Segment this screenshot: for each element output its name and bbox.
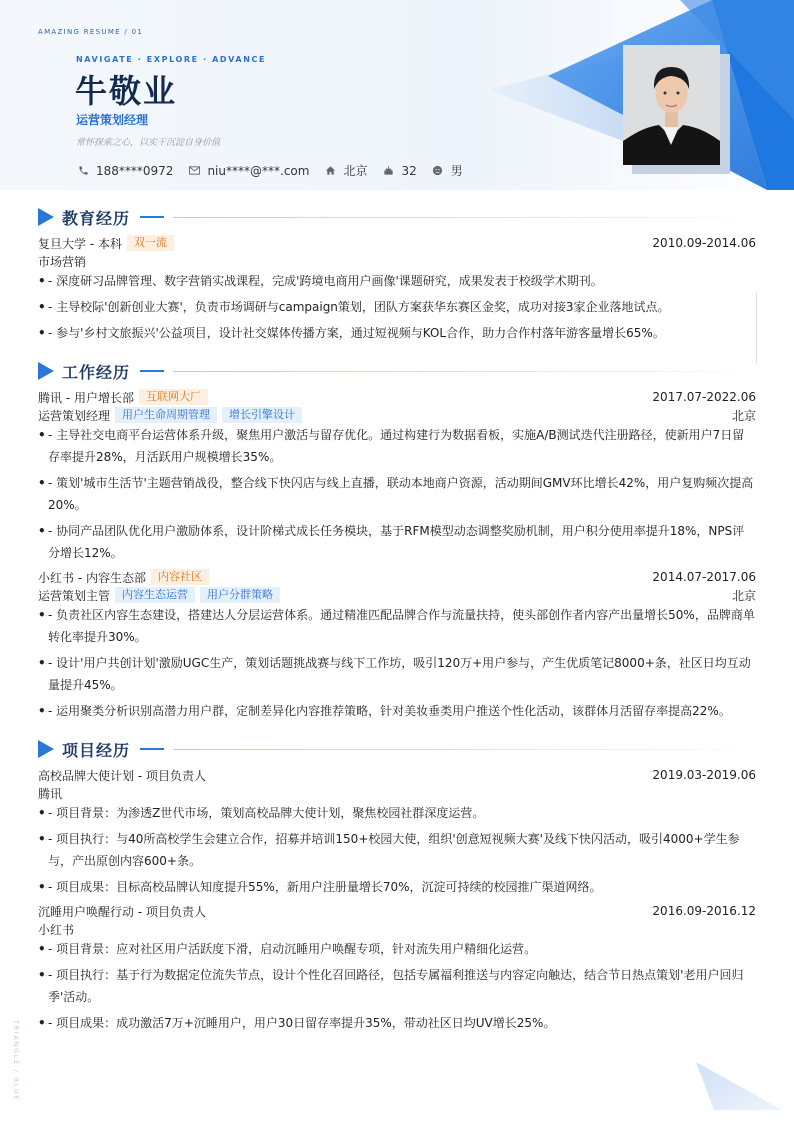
section-title: 项目经历 [62, 740, 131, 760]
list-item: • - 项目执行：与40所高校学生会建立合作，招募并培训150+校园大使，组织'创意短视频大赛'及线下快闪活动，吸引4000+学生参与，产出原创内容600+条。 [38, 828, 756, 872]
project-org: 小红书 [38, 922, 75, 937]
section-divider [173, 217, 756, 218]
section-dash [140, 216, 164, 218]
brand-label: AMAZING RESUME / 01 [38, 28, 144, 36]
section-title: 教育经历 [62, 208, 131, 228]
education-major-row [38, 253, 756, 269]
education-bullets [38, 270, 756, 348]
contact-age-text: 32 [401, 163, 417, 178]
list-item: • - 负责社区内容生态建设，搭建达人分层运营体系。通过精准匹配品牌合作与流量扶持，使头部创作者内容产出量增长50%，品牌商单转化率提升30%。 [38, 604, 756, 648]
contact-email [187, 164, 309, 178]
company-tag: 互联网大厂 [139, 389, 208, 405]
contact-age [381, 164, 416, 178]
section-divider [173, 749, 756, 750]
contact-gender [431, 162, 463, 179]
role-tag: 用户生命周期管理 [115, 407, 217, 423]
section-projects-header [38, 739, 756, 759]
section-dash [140, 748, 164, 750]
project-dates: 2019.03-2019.06 [652, 768, 756, 782]
list-item: • - 协同产品团队优化用户激励体系，设计阶梯式成长任务模块，基于RFM模型动态调整奖励机制，用户积分使用率提升18%，NPS评分增长12%。 [38, 520, 756, 564]
role-tag: 用户分群策略 [200, 587, 280, 603]
candidate-name: 牛敬业 [75, 72, 178, 110]
header-tagline: NAVIGATE · EXPLORE · ADVANCE [76, 55, 267, 64]
company-name: 腾讯 - 用户增长部 [38, 390, 134, 405]
job-title: 运营策划经理 [76, 113, 149, 127]
school-tag: 双一流 [127, 235, 174, 251]
education-dates: 2010.09-2014.06 [652, 236, 756, 250]
motto: 常怀探索之心，以实干沉淀自身价值 [76, 138, 221, 148]
vertical-rule [756, 293, 757, 363]
profile-photo [623, 45, 720, 165]
section-work-header [38, 361, 756, 381]
contact-gender-text: 男 [450, 164, 463, 178]
work-entry-header [38, 569, 756, 585]
work-dates: 2014.07-2017.06 [652, 570, 756, 584]
side-label: TRIANGLE / BLUE [12, 1020, 19, 1102]
list-item: • - 项目背景：为渗透Z世代市场，策划高校品牌大使计划，聚焦校园社群深度运营。 [38, 802, 756, 824]
face-icon [431, 164, 445, 178]
contact-list [76, 162, 477, 179]
section-title: 工作经历 [62, 362, 131, 382]
project-dates: 2016.09-2016.12 [652, 904, 756, 918]
work-bullets [38, 424, 756, 568]
work-location: 北京 [731, 588, 756, 603]
list-item: • - 项目成果：成功激活7万+沉睡用户，用户30日留存率提升35%，带动社区日均UV增长25%。 [38, 1012, 756, 1034]
company-tag: 内容社区 [151, 569, 209, 585]
role-tag: 增长引擎设计 [222, 407, 302, 423]
education-entry-header [38, 235, 756, 251]
project-org: 腾讯 [38, 786, 63, 801]
work-location: 北京 [731, 408, 756, 423]
work-role-row [38, 407, 756, 423]
cake-icon [381, 164, 395, 178]
role-title: 运营策划经理 [38, 408, 111, 423]
project-bullets [38, 938, 756, 1038]
contact-phone-text: 188****0972 [96, 163, 174, 178]
project-entry-header [38, 767, 756, 783]
work-dates: 2017.07-2022.06 [652, 390, 756, 404]
list-item: • - 项目背景：应对社区用户活跃度下滑，启动沉睡用户唤醒专项，针对流失用户精细化运营。 [38, 938, 756, 960]
company-name: 小红书 - 内容生态部 [38, 570, 146, 585]
contact-email-text: niu****@***.com [207, 163, 310, 178]
contact-location [323, 162, 367, 179]
work-bullets [38, 604, 756, 726]
section-divider [173, 371, 756, 372]
school-name: 复旦大学 - 本科 [38, 236, 122, 251]
home-icon [323, 164, 337, 178]
list-item: • - 主导校际'创新创业大赛'，负责市场调研与campaign策划，团队方案获华东赛区金奖，成功对接3家企业落地试点。 [38, 296, 756, 318]
list-item: • - 深度研习品牌管理、数字营销实战课程，完成'跨境电商用户画像'课题研究，成果发表于校级学术期刊。 [38, 270, 756, 292]
section-arrow-icon [38, 362, 54, 380]
resume-header [0, 0, 794, 190]
project-name: 沉睡用户唤醒行动 - 项目负责人 [38, 904, 206, 919]
project-bullets [38, 802, 756, 902]
list-item: • - 项目成果：目标高校品牌认知度提升55%，新用户注册量增长70%，沉淀可持续的校园推广渠道网络。 [38, 876, 756, 898]
list-item: • - 参与'乡村文旅振兴'公益项目，设计社交媒体传播方案，通过短视频与KOL合作，助力合作村落年游客量增长65%。 [38, 322, 756, 344]
section-arrow-icon [38, 208, 54, 226]
contact-phone [76, 164, 173, 178]
list-item: • - 主导社交电商平台运营体系升级，聚焦用户激活与留存优化。通过构建行为数据看板，实施A/B测试迭代注册路径，使新用户7日留存率提升28%，月活跃用户规模增长35%。 [38, 424, 756, 468]
role-tag: 内容生态运营 [115, 587, 195, 603]
project-name: 高校品牌大使计划 - 项目负责人 [38, 768, 206, 783]
work-role-row [38, 587, 756, 603]
phone-icon [76, 164, 90, 178]
project-org-row [38, 785, 756, 801]
list-item: • - 项目执行：基于行为数据定位流失节点，设计个性化召回路径，包括专属福利推送与内容定向触达，结合节日热点策划'老用户回归季'活动。 [38, 964, 756, 1008]
contact-location-text: 北京 [343, 164, 368, 178]
project-entry-header [38, 903, 756, 919]
footer-triangle-decoration [674, 1060, 794, 1120]
list-item: • - 设计'用户共创计划'激励UGC生产，策划话题挑战赛与线下工作坊，吸引120万+用户参与，产生优质笔记8000+条，社区日均互动量提升45%。 [38, 652, 756, 696]
list-item: • - 运用聚类分析识别高潜力用户群，定制差异化内容推荐策略，针对美妆垂类用户推送个性化活动，该群体月活留存率提高22%。 [38, 700, 756, 722]
major: 市场营销 [38, 254, 87, 269]
section-dash [140, 370, 164, 372]
role-title: 运营策划主管 [38, 588, 111, 603]
section-education-header [38, 207, 756, 227]
mail-icon [187, 164, 201, 178]
list-item: • - 策划'城市生活节'主题营销战役，整合线下快闪店与线上直播，联动本地商户资源，活动期间GMV环比增长42%，用户复购频次提高20%。 [38, 472, 756, 516]
work-entry-header [38, 389, 756, 405]
section-arrow-icon [38, 740, 54, 758]
project-org-row [38, 921, 756, 937]
